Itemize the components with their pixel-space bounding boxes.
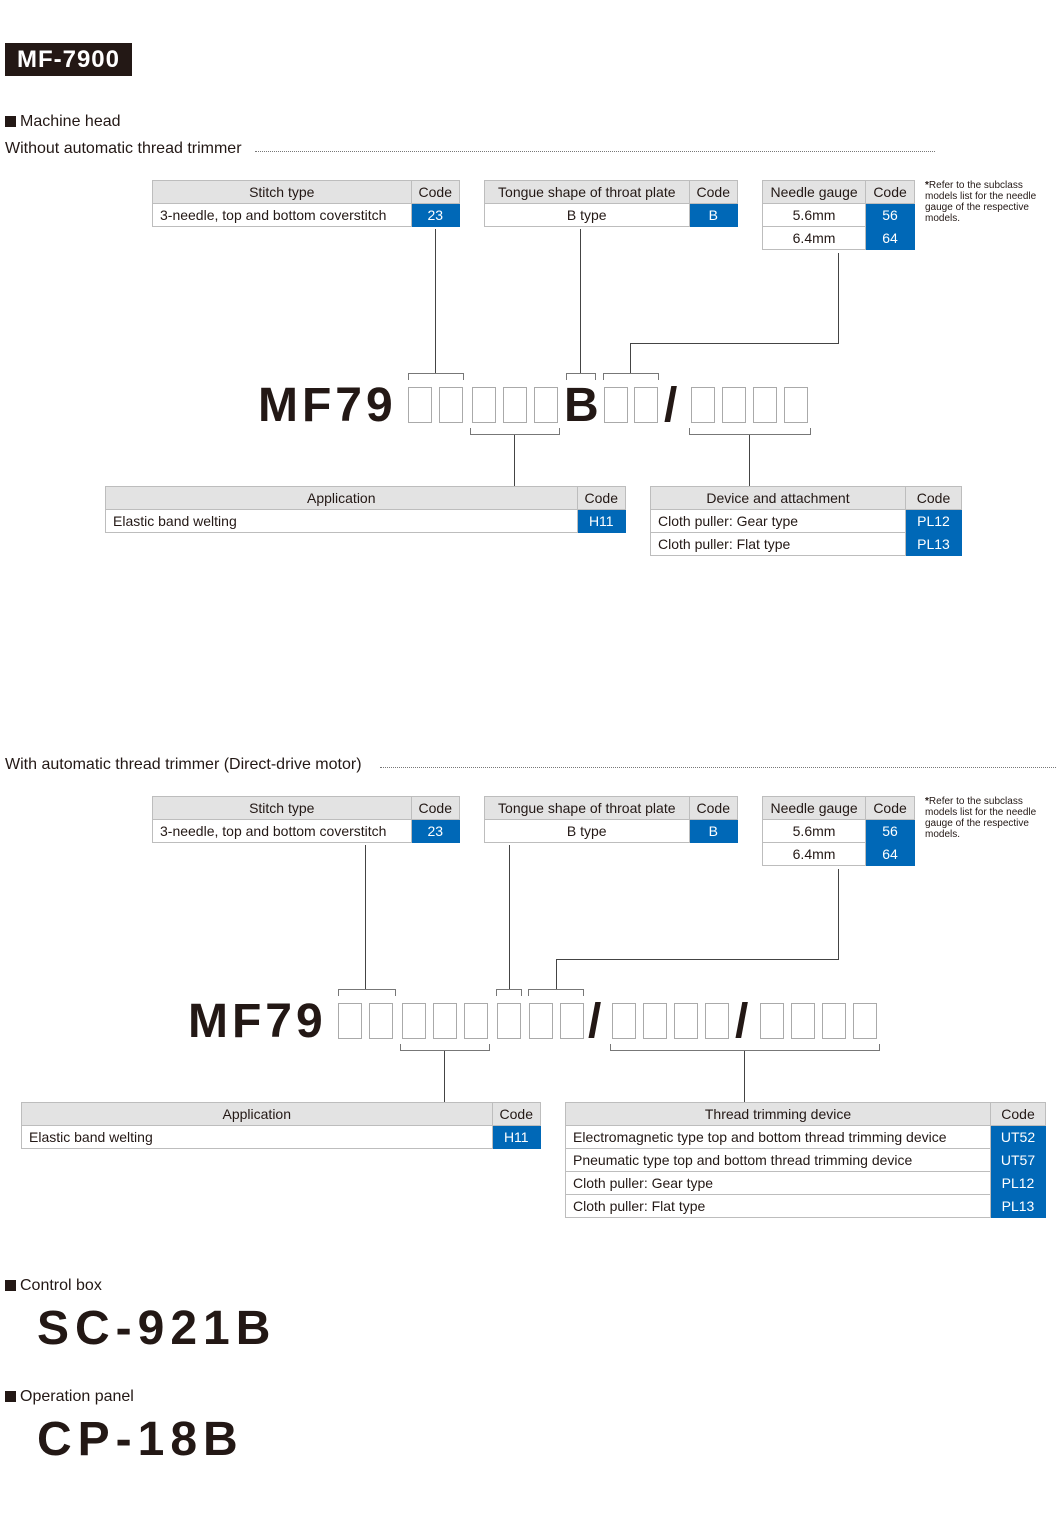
square-bullet-icon bbox=[5, 1391, 16, 1402]
table-cell: Cloth puller: Gear type bbox=[566, 1172, 991, 1195]
model-code-prefix: MF79 bbox=[258, 379, 397, 432]
connector-line bbox=[556, 959, 839, 960]
table-needle-gauge bbox=[762, 796, 915, 866]
code-box bbox=[503, 387, 527, 423]
table-header: Stitch type bbox=[153, 181, 412, 204]
section-machine-head bbox=[5, 113, 121, 131]
connector-line bbox=[749, 435, 750, 486]
code-box bbox=[753, 387, 777, 423]
code-box bbox=[612, 1003, 636, 1039]
connector-line bbox=[630, 343, 839, 344]
code-header: Code bbox=[689, 797, 737, 820]
bracket bbox=[408, 373, 464, 380]
note-text: Refer to the subclass models list for the needle gauge of the respective models. bbox=[925, 180, 1037, 224]
code-header: Code bbox=[689, 181, 737, 204]
note-star: * bbox=[925, 180, 929, 191]
connector-line bbox=[580, 229, 581, 373]
code-box bbox=[791, 1003, 815, 1039]
table-cell: 5.6mm bbox=[763, 204, 866, 227]
code-box bbox=[497, 1003, 521, 1039]
code-box bbox=[534, 387, 558, 423]
bracket bbox=[470, 428, 560, 435]
operation-panel-model: CP-18B bbox=[37, 1413, 244, 1466]
connector-line bbox=[365, 845, 366, 989]
dotted-rule bbox=[255, 151, 935, 152]
code-header: Code bbox=[577, 487, 625, 510]
table-cell: Pneumatic type top and bottom thread trimming device bbox=[566, 1149, 991, 1172]
code-box bbox=[560, 1003, 584, 1039]
fixed-letter: B bbox=[564, 379, 599, 432]
table-cell: 3-needle, top and bottom coverstitch bbox=[153, 820, 412, 843]
connector-line bbox=[838, 869, 839, 960]
table-application bbox=[21, 1102, 541, 1149]
table-cell: B type bbox=[485, 204, 690, 227]
code-cell: UT52 bbox=[991, 1126, 1046, 1149]
table-header: Device and attachment bbox=[651, 487, 906, 510]
code-cell: UT57 bbox=[991, 1149, 1046, 1172]
code-cell: PL12 bbox=[906, 510, 962, 533]
table-header: Application bbox=[22, 1103, 493, 1126]
table-needle-gauge bbox=[762, 180, 915, 250]
connector-line bbox=[444, 1051, 445, 1102]
connector-line bbox=[509, 845, 510, 989]
table-cell: Cloth puller: Gear type bbox=[651, 510, 906, 533]
table-cell: 3-needle, top and bottom coverstitch bbox=[153, 204, 412, 227]
code-box bbox=[439, 387, 463, 423]
connector-line bbox=[838, 253, 839, 344]
code-box bbox=[408, 387, 432, 423]
table-stitch-type bbox=[152, 180, 460, 227]
code-box bbox=[369, 1003, 393, 1039]
code-cell: B bbox=[689, 204, 737, 227]
table-header: Thread trimming device bbox=[566, 1103, 991, 1126]
code-box bbox=[529, 1003, 553, 1039]
code-header: Code bbox=[411, 797, 459, 820]
table-cell: Elastic band welting bbox=[106, 510, 578, 533]
model-badge: MF-7900 bbox=[5, 43, 132, 76]
table-stitch-type bbox=[152, 796, 460, 843]
code-cell: 56 bbox=[866, 820, 915, 843]
code-cell: 23 bbox=[411, 820, 459, 843]
code-box bbox=[433, 1003, 457, 1039]
table-cell: B type bbox=[485, 820, 690, 843]
table-header: Tongue shape of throat plate bbox=[485, 181, 690, 204]
section-title: Control box bbox=[20, 1277, 102, 1294]
table-header: Needle gauge bbox=[763, 181, 866, 204]
note-subclass bbox=[925, 180, 1045, 224]
table-device-attachment bbox=[650, 486, 962, 556]
code-box bbox=[634, 387, 658, 423]
connector-line bbox=[435, 229, 436, 373]
code-header: Code bbox=[866, 797, 915, 820]
code-cell: PL13 bbox=[906, 533, 962, 556]
model-code-prefix: MF79 bbox=[188, 995, 327, 1048]
section-title: Machine head bbox=[20, 113, 121, 130]
bracket bbox=[400, 1044, 490, 1051]
square-bullet-icon bbox=[5, 116, 16, 127]
table-application bbox=[105, 486, 626, 533]
table-tongue-shape bbox=[484, 180, 738, 227]
connector-line bbox=[744, 1051, 745, 1102]
table-header: Stitch type bbox=[153, 797, 412, 820]
code-header: Code bbox=[492, 1103, 540, 1126]
table-tongue-shape bbox=[484, 796, 738, 843]
code-box bbox=[822, 1003, 846, 1039]
table-cell: 6.4mm bbox=[763, 843, 866, 866]
table-cell: Cloth puller: Flat type bbox=[566, 1195, 991, 1218]
bracket bbox=[528, 989, 584, 996]
bracket bbox=[338, 989, 396, 996]
code-box bbox=[784, 387, 808, 423]
code-box bbox=[643, 1003, 667, 1039]
bracket bbox=[610, 1044, 880, 1051]
code-box bbox=[604, 387, 628, 423]
control-box-model: SC-921B bbox=[37, 1302, 277, 1355]
subtitle-with: With automatic thread trimmer (Direct-drive motor) bbox=[5, 756, 368, 774]
bracket bbox=[496, 989, 522, 996]
slash: / bbox=[588, 995, 602, 1048]
bracket bbox=[603, 373, 659, 380]
code-box bbox=[402, 1003, 426, 1039]
section-title: Operation panel bbox=[20, 1388, 134, 1405]
table-cell: Cloth puller: Flat type bbox=[651, 533, 906, 556]
code-header: Code bbox=[906, 487, 962, 510]
code-cell: 23 bbox=[411, 204, 459, 227]
code-box bbox=[472, 387, 496, 423]
table-cell: 6.4mm bbox=[763, 227, 866, 250]
square-bullet-icon bbox=[5, 1280, 16, 1291]
code-box bbox=[338, 1003, 362, 1039]
table-header: Application bbox=[106, 487, 578, 510]
code-cell: 64 bbox=[866, 843, 915, 866]
code-cell: PL12 bbox=[991, 1172, 1046, 1195]
connector-line bbox=[556, 959, 557, 989]
note-star: * bbox=[925, 796, 929, 807]
code-cell: H11 bbox=[577, 510, 625, 533]
table-cell: Elastic band welting bbox=[22, 1126, 493, 1149]
code-header: Code bbox=[411, 181, 459, 204]
code-header: Code bbox=[866, 181, 915, 204]
table-header: Tongue shape of throat plate bbox=[485, 797, 690, 820]
code-cell: H11 bbox=[492, 1126, 540, 1149]
table-cell: Electromagnetic type top and bottom thread trimming device bbox=[566, 1126, 991, 1149]
code-header: Code bbox=[991, 1103, 1046, 1126]
code-cell: 64 bbox=[866, 227, 915, 250]
note-subclass bbox=[925, 796, 1045, 840]
code-cell: B bbox=[689, 820, 737, 843]
connector-line bbox=[514, 435, 515, 486]
code-cell: 56 bbox=[866, 204, 915, 227]
note-text: Refer to the subclass models list for the needle gauge of the respective models. bbox=[925, 796, 1037, 840]
code-box bbox=[705, 1003, 729, 1039]
code-box bbox=[760, 1003, 784, 1039]
table-header: Needle gauge bbox=[763, 797, 866, 820]
section-operation-panel bbox=[5, 1388, 134, 1406]
table-thread-trimming bbox=[565, 1102, 1046, 1218]
section-control-box bbox=[5, 1277, 102, 1295]
code-box bbox=[722, 387, 746, 423]
subtitle-without: Without automatic thread trimmer bbox=[5, 140, 248, 158]
slash: / bbox=[735, 995, 749, 1048]
code-box bbox=[853, 1003, 877, 1039]
code-box bbox=[691, 387, 715, 423]
bracket bbox=[689, 428, 811, 435]
connector-line bbox=[630, 343, 631, 373]
slash: / bbox=[664, 379, 678, 432]
code-box bbox=[464, 1003, 488, 1039]
dotted-rule bbox=[380, 767, 1056, 768]
code-cell: PL13 bbox=[991, 1195, 1046, 1218]
table-cell: 5.6mm bbox=[763, 820, 866, 843]
code-box bbox=[674, 1003, 698, 1039]
